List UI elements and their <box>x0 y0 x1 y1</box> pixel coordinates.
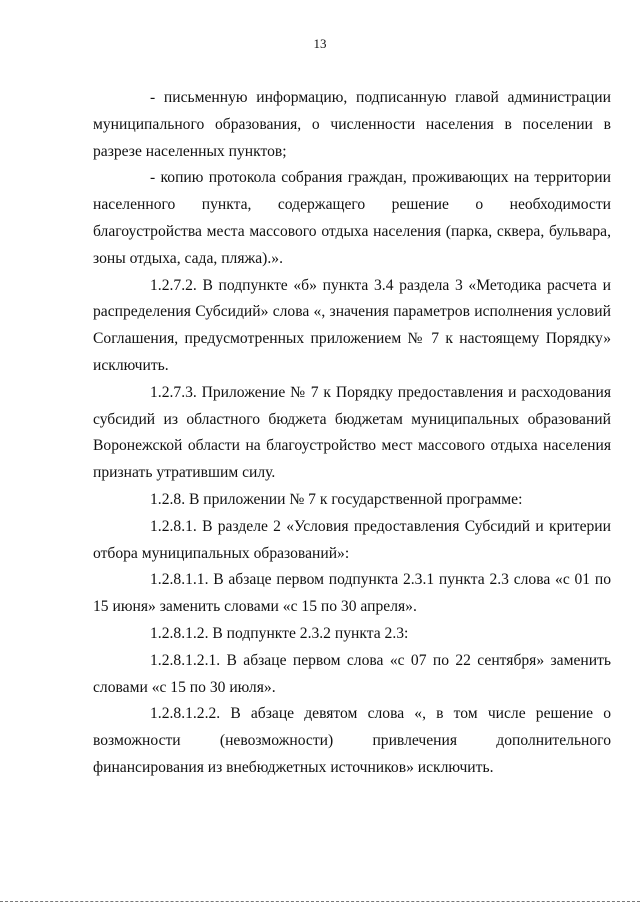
paragraph: 1.2.8.1.2.1. В абзаце первом слова «с 07 по 22 сентября» заменить словами «с 15 по 30 июля». <box>93 651 611 696</box>
paragraph: 1.2.7.2. В подпункте «б» пункта 3.4 раздела 3 «Методика расчета и распределения Субсидий» слова «, значения параметров исполнения условий Соглашения, предусмотренных приложением № 7 к настоящему Порядку» исключить. <box>93 276 611 374</box>
paragraph: 1.2.8.1. В разделе 2 «Условия предоставления Субсидий и критерии отбора муниципальных образований»: <box>93 517 611 562</box>
page-number: 13 <box>313 36 327 51</box>
paragraph: 1.2.8.1.2. В подпункте 2.3.2 пункта 2.3: <box>150 624 409 642</box>
scan-edge-divider <box>0 901 640 902</box>
paragraph: 1.2.7.3. Приложение № 7 к Порядку предоставления и расходования субсидий из областного бюджета бюджетам муниципальных образований Воронежской области на благоустройство мест массового отдыха населения признать утратившим силу. <box>93 383 611 482</box>
paragraph: - письменную информацию, подписанную главой администрации муниципального образования, о численности населения в поселении в разрезе населенных пунктов; <box>93 89 611 160</box>
paragraph: 1.2.8. В приложении № 7 к государственной программе: <box>150 490 523 508</box>
paragraph: - копию протокола собрания граждан, проживающих на территории населенного пункта, содержащего решение о необходимости благоустройства места массового отдыха населения (парка, сквера, бульвара, зоны отдыха, сада, пляжа).». <box>93 169 611 267</box>
paragraph: 1.2.8.1.1. В абзаце первом подпункта 2.3.1 пункта 2.3 слова «с 01 по 15 июня» заменить словами «с 15 по 30 апреля». <box>93 571 611 616</box>
paragraph: 1.2.8.1.2.2. В абзаце девятом слова «, в том числе решение о возможности (невозможности) привлечения дополнительного финансирования из внебюджетных источников» исключить. <box>93 705 611 776</box>
document-body <box>93 85 611 782</box>
